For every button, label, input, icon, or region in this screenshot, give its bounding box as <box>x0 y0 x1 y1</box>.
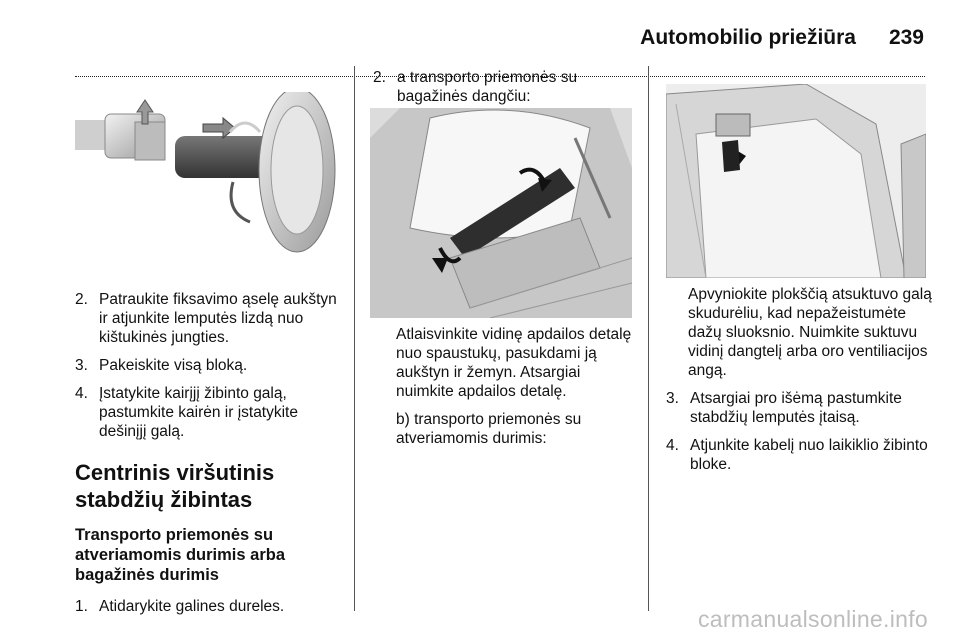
step-text: Pakeiskite visą bloką. <box>99 357 248 374</box>
instruction-paragraph: b) transporto priemonės su atveriamomis durimis: <box>396 411 582 447</box>
step-text: Atjunkite kabelį nuo laikiklio žibinto bloke. <box>690 437 928 473</box>
step-text: a transporto priemonės su bagažinės dangčiu: <box>397 69 578 105</box>
step-text: Atsargiai pro išėmą pastumkite stabdžių lemputės įtaisą. <box>690 390 902 426</box>
step-item <box>75 597 345 616</box>
step-number: 3. <box>75 357 88 374</box>
step-number: 3. <box>666 390 679 407</box>
instruction-paragraph: Atlaisvinkite vidinę apdailos detalę nuo spaustukų, pasukdami ją aukštyn ir žemyn. Atsargiai nuimkite apdailos detalę. <box>396 326 632 400</box>
lamp-assembly-illustration <box>75 92 337 262</box>
page-header <box>0 26 960 56</box>
column-1 <box>75 290 345 625</box>
step-item <box>75 384 345 441</box>
column-3 <box>666 285 936 483</box>
watermark: carmanualsonline.info <box>697 606 928 632</box>
step-item <box>75 290 345 347</box>
column-divider-right <box>648 66 649 611</box>
step-text: Atidarykite galines dureles. <box>99 598 285 615</box>
rear-door-illustration <box>666 84 926 278</box>
section-heading: Centrinis viršutinis stabdžių žibintas <box>75 460 275 512</box>
step-text: Įstatykite kairįjį žibinto galą, pastumkite kairėn ir įstatykite dešinįjį galą. <box>99 385 298 440</box>
step-number: 4. <box>75 385 88 402</box>
column-2-bottom <box>396 325 641 457</box>
step-item <box>666 389 936 427</box>
step-text: Patraukite fiksavimo ąselę aukštyn ir atjunkite lemputės lizdą nuo kištukinės jungties. <box>99 291 337 346</box>
subsection-heading: Transporto priemonės su atveriamomis durimis arba bagažinės durimis <box>75 526 286 584</box>
step-item <box>373 68 635 106</box>
instruction-paragraph: Apvyniokite plokščią atsuktuvo galą skudurėliu, kad nepažeistumėte dažų sluoksnio. Nuimkite suktuvu vidinį dangtelį arba oro ventiliacijos angą. <box>688 286 932 379</box>
step-item <box>666 436 936 474</box>
step-number: 2. <box>373 69 386 86</box>
step-number: 1. <box>75 598 88 615</box>
page-number: 239 <box>888 26 924 49</box>
column-divider-left <box>354 66 355 611</box>
step-item <box>75 356 345 375</box>
trunk-lid-trim-illustration <box>370 108 632 318</box>
step-number: 4. <box>666 437 679 454</box>
step-number: 2. <box>75 291 88 308</box>
header-title: Automobilio priežiūra <box>640 26 856 49</box>
